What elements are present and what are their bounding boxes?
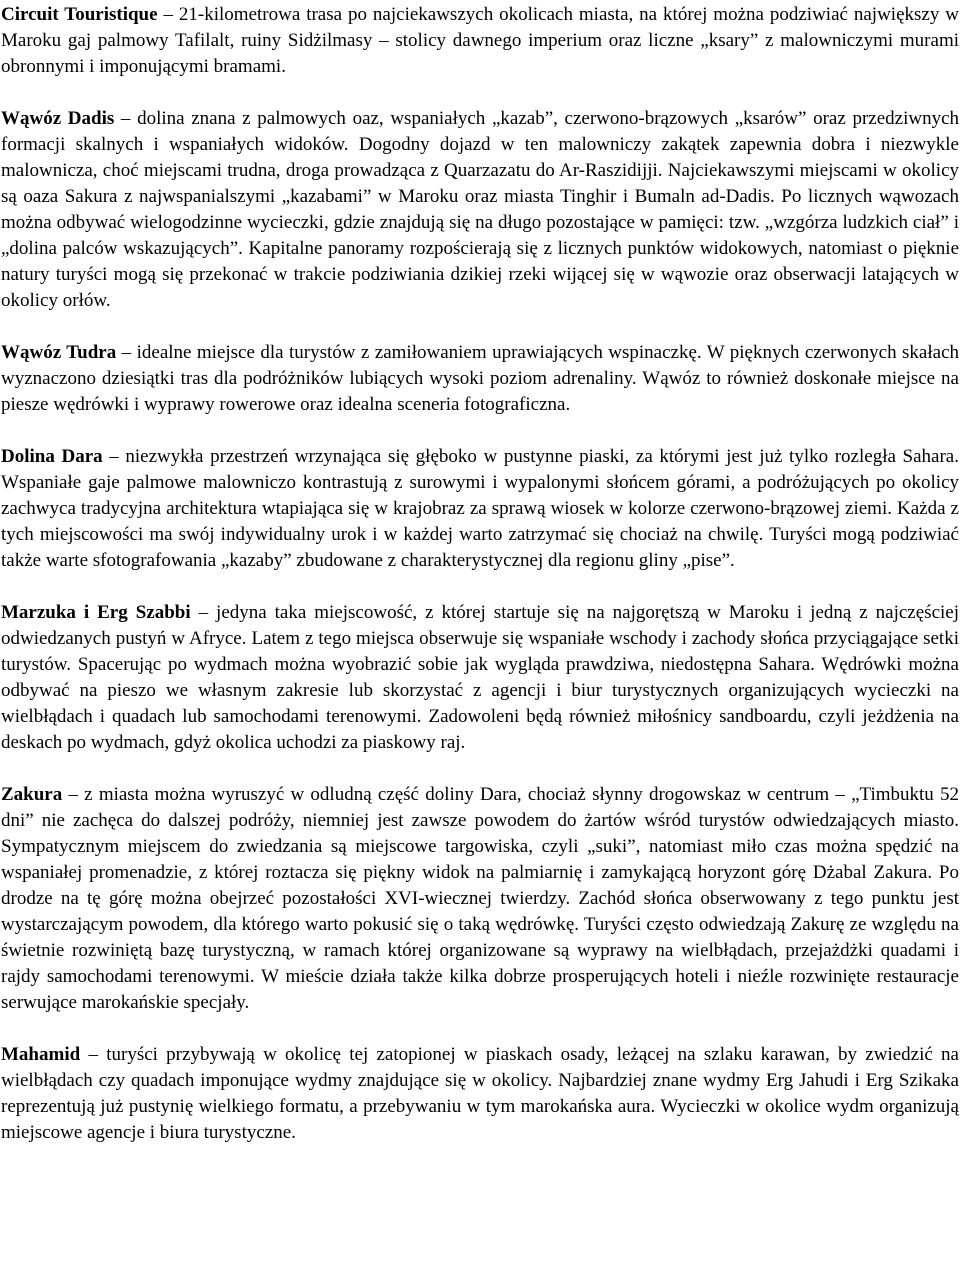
- section-text: – 21-kilometrowa trasa po najciekawszych okolicach miasta, na której można podziwiać największy w Maroku gaj palmowy Tafilalt, ruiny Sidżilmasy – stolicy dawnego imperium oraz liczne „ksary” z malowniczymi murami obronnymi i imponującymi bramami.: [1, 4, 959, 77]
- section-text: – idealne miejsce dla turystów z zamiłowaniem uprawiających wspinaczkę. W pięknych czerwonych skałach wyznaczono dziesiątki tras dla podróżników lubiących wysoki poziom adrenaliny. Wąwóz to również doskonałe miejsce na piesze wędrówki i wyprawy rowerowe oraz idealna sceneria fotograficzna.: [1, 342, 960, 415]
- section-term: Marzuka i Erg Szabbi: [1, 602, 191, 623]
- section-mahamid: [1, 1042, 959, 1146]
- section-circuit-touristique: [1, 2, 959, 80]
- section-marzuka-erg-szabbi: [1, 600, 959, 756]
- section-text: – dolina znana z palmowych oaz, wspaniałych „kazab”, czerwono-brązowych „ksarów” oraz przedziwnych formacji skalnych i wspaniałych widoków. Dogodny dojazd w ten malowniczy zakątek zapewnia dobra i niezwykle malownicza, choć miejscami trudna, droga prowadząca z Quarzazatu do Ar-Raszidijji. Najciekawszymi miejscami w okolicy są oaza Sakura z najwspanialszymi „kazabami” w Maroku oraz miasta Tinghir i Bumaln ad-Dadis. Po licznych wąwozach można odbywać wielogodzinne wycieczki, gdzie znajdują się na długo pozostające w pamięci: tzw. „wzgórza ludzkich ciał” i „dolina palców wskazujących”. Kapitalne panoramy rozpościerają się z licznych punktów widokowych, natomiast o pięknie natury turyści mogą się przekonać w trakcie podziwiania dzikiej rzeki wijącej się w wąwozie oraz obserwacji latających w okolicy orłów.: [1, 108, 960, 311]
- section-term: Mahamid: [1, 1044, 81, 1065]
- section-term: Wąwóz Tudra: [1, 342, 117, 363]
- section-text: – jedyna taka miejscowość, z której startuje się na najgorętszą w Maroku i jedną z najczęściej odwiedzanych pustyń w Afryce. Latem z tego miejsca obserwuje się wspaniałe wschody i zachody słońca przyciągające setki turystów. Spacerując po wydmach można wyobrazić sobie jak wygląda prawdziwa, niedostępna Sahara. Wędrówki można odbywać na pieszo we własnym zakresie lub skorzystać z agencji i biur turystycznych organizujących wycieczki na wielbłądach i quadach lub samochodami terenowymi. Zadowoleni będą również miłośnicy sandboardu, czyli jeżdżenia na deskach po wydmach, gdyż okolica uchodzi za piaskowy raj.: [1, 602, 959, 753]
- section-term: Dolina Dara: [1, 446, 103, 467]
- section-term: Wąwóz Dadis: [1, 108, 115, 129]
- section-term: Zakura: [1, 784, 63, 805]
- section-text: – niezwykła przestrzeń wrzynająca się głęboko w pustynne piaski, za którymi jest już tylko rozległa Sahara. Wspaniałe gaje palmowe malowniczo kontrastują z surowymi i wypalonymi słońcem górami, a podróżujących po okolicy zachwyca tradycyjna architektura wtapiająca się w krajobraz za sprawą wiosek w kolorze czerwono-brązowej ziemi. Każda z tych miejscowości ma swój indywidualny urok i w każdej warto zatrzymać się chociaż na chwilę. Turyści mogą podziwiać także warte sfotografowania „kazaby” zbudowane z charakterystycznej dla regionu gliny „pise”.: [1, 446, 959, 571]
- section-wawoz-dadis: [1, 106, 959, 314]
- section-dolina-dara: [1, 444, 959, 574]
- section-text: – turyści przybywają w okolicę tej zatopionej w piaskach osady, leżącej na szlaku karawan, by zwiedzić na wielbłądach czy quadach imponujące wydmy znajdujące się w okolicy. Najbardziej znane wydmy Erg Jahudi i Erg Szikaka reprezentują już pustynię wielkiego formatu, a przebywaniu w tym marokańska aura. Wycieczki w okolice wydm organizują miejscowe agencje i biura turystyczne.: [1, 1044, 959, 1143]
- section-term: Circuit Touristique: [1, 4, 158, 25]
- section-text: – z miasta można wyruszyć w odludną część doliny Dara, chociaż słynny drogowskaz w centrum – „Timbuktu 52 dni” nie zachęca do dalszej podróży, niemniej jest zawsze powodem do żartów wśród turystów odwiedzających miasto. Sympatycznym miejscem do zwiedzania są miejscowe targowiska, czyli „suki”, natomiast miło czas można spędzić na wspaniałej promenadzie, z której roztacza się piękny widok na palmiarnię i zamykającą horyzont górę Dżabal Zakura. Po drodze na tę górę można obejrzeć pozostałości XVI-wiecznej twierdzy. Zachód słońca obserwowany z tego punktu jest wystarczającym powodem, dla którego warto pokusić się o taką wędrówkę. Turyści często odwiedzają Zakurę ze względu na świetnie rozwiniętą bazę turystyczną, w ramach której organizowane są wyprawy na wielbłądach, przejażdżki quadami i rajdy samochodami terenowymi. W mieście działa także kilka dobrze prosperujących hoteli i nieźle rozwinięte restauracje serwujące marokańskie specjały.: [1, 784, 959, 1013]
- section-zakura: [1, 782, 959, 1016]
- section-wawoz-tudra: [1, 340, 959, 418]
